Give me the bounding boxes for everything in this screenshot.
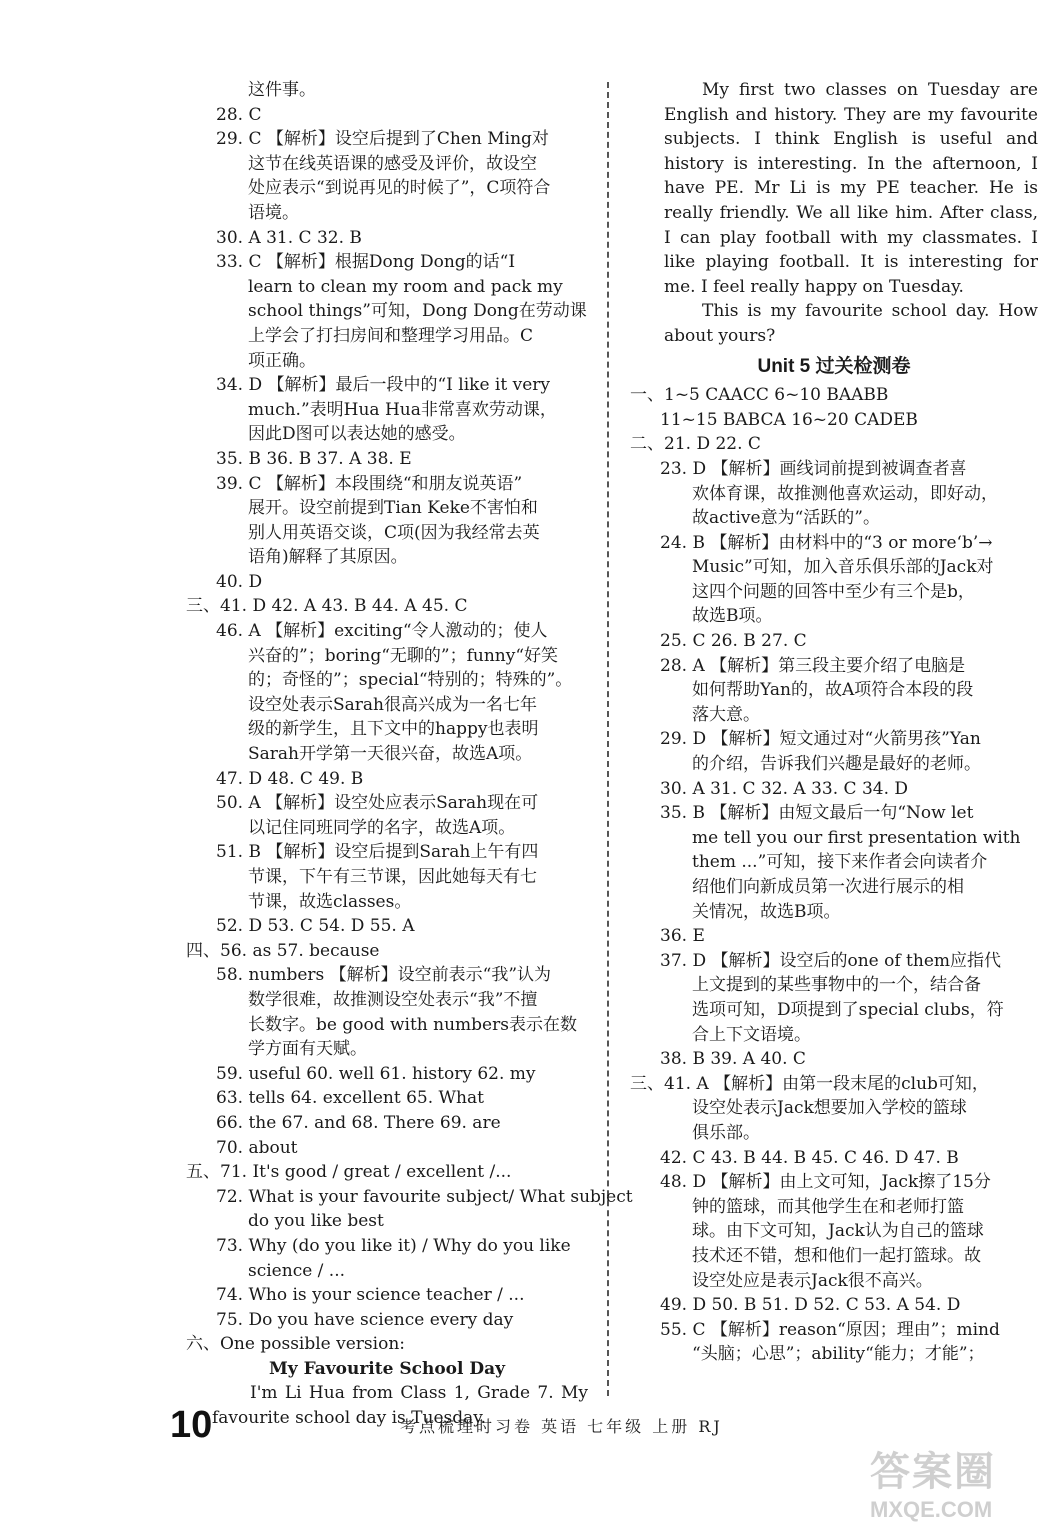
answer-line: 11~15 BABCA 16~20 CADEB: [660, 409, 918, 430]
answer-line: 欢体育课，故推测他喜欢运动，即好动，: [692, 483, 998, 504]
answer-line: 合上下文语境。: [692, 1024, 811, 1045]
answer-line: 球。由下文可知，Jack认为自己的篮球: [692, 1221, 984, 1242]
answer-line: 66. the 67. and 68. There 69. are: [216, 1112, 501, 1133]
essay-paragraph-2: My first two classes on Tuesday are English and history. They are my favourite subjects. I think English is useful and history is interesting. In the afternoon, I have PE. Mr Li is my PE teacher. He is really friendly. We all like him. After class, I can play football with my classmates. I like playing football. It is interesting for me. I feel really happy on Tuesday.: [664, 80, 1038, 297]
answer-line: 37. D 【解析】设空后的one of them应指代: [660, 950, 1002, 971]
answer-line: 23. D 【解析】画线词前提到被调查者喜: [660, 458, 967, 479]
answer-line: 36. E: [660, 926, 705, 947]
answer-line: 语境。: [248, 202, 299, 223]
answer-line: 一、1~5 CAACC 6~10 BAABB: [630, 385, 889, 406]
answer-line: 三、41. A 【解析】由第一段末尾的club可知，: [630, 1073, 989, 1094]
answer-line: 钟的篮球，而其他学生在和老师打篮: [692, 1196, 964, 1217]
answer-line: 49. D 50. B 51. D 52. C 53. A 54. D: [660, 1295, 961, 1316]
answer-line: 兴奋的”；boring“无聊的”；funny“好笑: [248, 645, 559, 666]
watermark-bottom-text: MXQE.COM: [870, 1497, 993, 1522]
answer-line: 47. D 48. C 49. B: [216, 768, 364, 789]
answer-line: 72. What is your favourite subject/ What subject: [216, 1186, 633, 1207]
essay-paragraph-1: I'm Li Hua from Class 1, Grade 7. My favourite school day is Tuesday.: [212, 1383, 588, 1429]
answer-line: 75. Do you have science every day: [216, 1309, 514, 1330]
answer-line: 落大意。: [692, 704, 760, 725]
answer-line: 以记住同班同学的名字，故选A项。: [248, 817, 516, 838]
answer-line: 28. A 【解析】第三段主要介绍了电脑是: [660, 655, 966, 676]
answer-line: 的介绍，告诉我们兴趣是最好的老师。: [692, 754, 981, 775]
answer-line: 绍他们向新成员第一次进行展示的相: [692, 877, 964, 897]
answer-line: 24. B 【解析】由材料中的“3 or more‘b’→: [660, 532, 993, 553]
answer-line: 俱乐部。: [692, 1122, 760, 1143]
answer-line: 设空处应是表示Jack很不高兴。: [692, 1270, 933, 1291]
watermark-top-text: 答案圈: [870, 1450, 996, 1494]
answer-line: 35. B 【解析】由短文最后一句“Now let: [660, 803, 974, 824]
answer-line: them ...”可知，接下来作者会向读者介: [692, 852, 988, 873]
answer-line: Sarah开学第一天很兴奋，故选A项。: [248, 744, 533, 765]
answer-line: 73. Why (do you like it) / Why do you like: [216, 1235, 571, 1256]
answer-line: 二、21. D 22. C: [630, 434, 761, 455]
answer-line: 这节在线英语课的感受及评价，故设空: [248, 153, 537, 174]
answer-line: 58. numbers 【解析】设空前表示“我”认为: [216, 965, 552, 986]
answer-line: 74. Who is your science teacher / ...: [216, 1285, 525, 1306]
answer-line: 故选B项。: [692, 606, 773, 627]
answer-line: 63. tells 64. excellent 65. What: [216, 1088, 484, 1109]
right-column: [630, 78, 1038, 1367]
answer-line: 55. C 【解析】reason“原因；理由”；mind: [660, 1319, 1000, 1340]
right-answer-lines: [630, 383, 1038, 1367]
answer-line: 25. C 26. B 27. C: [660, 631, 807, 652]
answer-line: school things”可知，Dong Dong在劳动课: [248, 301, 587, 322]
answer-line: 70. about: [216, 1137, 298, 1158]
answer-line: 51. B 【解析】设空后提到Sarah上午有四: [216, 842, 539, 863]
answer-line: 六、One possible version:: [186, 1334, 405, 1355]
answer-line: 39. C 【解析】本段围绕“和朋友说英语”: [216, 473, 523, 494]
answer-line: 展开。设空前提到Tian Keke不害怕和: [248, 498, 538, 519]
answer-line: 五、71. It's good / great / excellent /...: [186, 1162, 512, 1183]
answer-line: learn to clean my room and pack my: [248, 276, 563, 297]
answer-line: 40. D: [216, 571, 263, 592]
answer-line: 因此D图可以表达她的感受。: [248, 424, 466, 445]
answer-line: do you like best: [248, 1211, 384, 1232]
answer-line: Music”可知，加入音乐俱乐部的Jack对: [692, 557, 994, 578]
answer-line: 46. A 【解析】exciting“令人激动的；使人: [216, 621, 548, 642]
answer-line: 28. C: [216, 104, 262, 125]
answer-line: 33. C 【解析】根据Dong Dong的话“I: [216, 252, 516, 273]
page-number: 10: [170, 1404, 213, 1446]
answer-line: 上学会了打扫房间和整理学习用品。C: [248, 325, 534, 346]
essay-paragraph-3: This is my favourite school day. How about yours?: [664, 301, 1038, 346]
answer-line: 三、41. D 42. A 43. B 44. A 45. C: [186, 596, 468, 617]
answer-line: 52. D 53. C 54. D 55. A: [216, 916, 415, 937]
answer-line: 别人用英语交谈，C项(因为我经常去英: [248, 522, 540, 543]
answer-line: 30. A 31. C 32. B: [216, 227, 362, 248]
answer-line: 48. D 【解析】由上文可知，Jack擦了15分: [660, 1172, 991, 1193]
answer-line: 35. B 36. B 37. A 38. E: [216, 448, 412, 469]
answer-line: 这四个问题的回答中至少有三个是b，: [692, 581, 975, 602]
answer-line: 59. useful 60. well 61. history 62. my: [216, 1063, 536, 1084]
answer-line: 如何帮助Yan的，故A项符合本段的段: [692, 680, 974, 701]
answer-line: 29. C 【解析】设空后提到了Chen Ming对: [216, 129, 549, 150]
answer-line: 节课，下午有三节课，因此她每天有七: [248, 867, 537, 887]
watermark-logo: [870, 1440, 1040, 1530]
answer-line: 语角)解释了其原因。: [248, 547, 408, 568]
answer-line: 故active意为“活跃的”。: [692, 508, 880, 529]
answer-line: 29. D 【解析】短文通过对“火箭男孩”Yan: [660, 729, 981, 750]
left-answer-lines: [186, 78, 633, 1357]
answer-line: 42. C 43. B 44. B 45. C 46. D 47. B: [660, 1147, 959, 1168]
answer-line: much.”表明Hua Hua非常喜欢劳动课，: [248, 399, 557, 420]
answer-line: 50. A 【解析】设空处应表示Sarah现在可: [216, 793, 539, 814]
answer-line: 四、56. as 57. because: [186, 940, 380, 961]
answer-line: me tell you our first presentation with: [692, 827, 1021, 848]
answer-line: 处应表示“到说再见的时候了”，C项符合: [248, 178, 551, 199]
answer-line: 长数字。be good with numbers表示在数: [248, 1014, 577, 1035]
answer-line: 上文提到的某些事物中的一个，结合备: [692, 975, 981, 996]
answer-line: 关情况，故选B项。: [692, 901, 841, 922]
answer-line: 设空处表示Sarah很高兴成为一名七年: [248, 694, 537, 715]
answer-line: 节课，故选classes。: [248, 891, 412, 912]
answer-line: 34. D 【解析】最后一段中的“I like it very: [216, 375, 550, 396]
answer-line: 技术还不错，想和他们一起打篮球。故: [692, 1245, 981, 1266]
essay-title: My Favourite School Day: [268, 1358, 506, 1379]
answer-line: 选项可知，D项提到了special clubs，符: [692, 999, 1004, 1020]
unit-5-heading: Unit 5 过关检测卷: [757, 355, 911, 377]
answer-line: 38. B 39. A 40. C: [660, 1049, 806, 1070]
answer-line: 这件事。: [248, 80, 316, 100]
answer-line: 数学很难，故推测设空处表示“我”不擅: [248, 989, 538, 1010]
answer-line: “头脑；心思”；ability“能力；才能”；: [692, 1344, 985, 1365]
book-footer: 考点梳理时习卷 英语 七年级 上册 RJ: [400, 1417, 723, 1436]
answer-line: 的；奇怪的”；special“特别的；特殊的”。: [248, 670, 573, 691]
answer-line: 项正确。: [248, 350, 316, 371]
answer-line: 级的新学生，且下文中的happy也表明: [248, 719, 539, 740]
answer-line: 设空处表示Jack想要加入学校的篮球: [692, 1098, 967, 1119]
answer-line: 30. A 31. C 32. A 33. C 34. D: [660, 778, 909, 799]
answer-line: science / ...: [248, 1260, 346, 1281]
answer-line: 学方面有天赋。: [248, 1039, 367, 1060]
